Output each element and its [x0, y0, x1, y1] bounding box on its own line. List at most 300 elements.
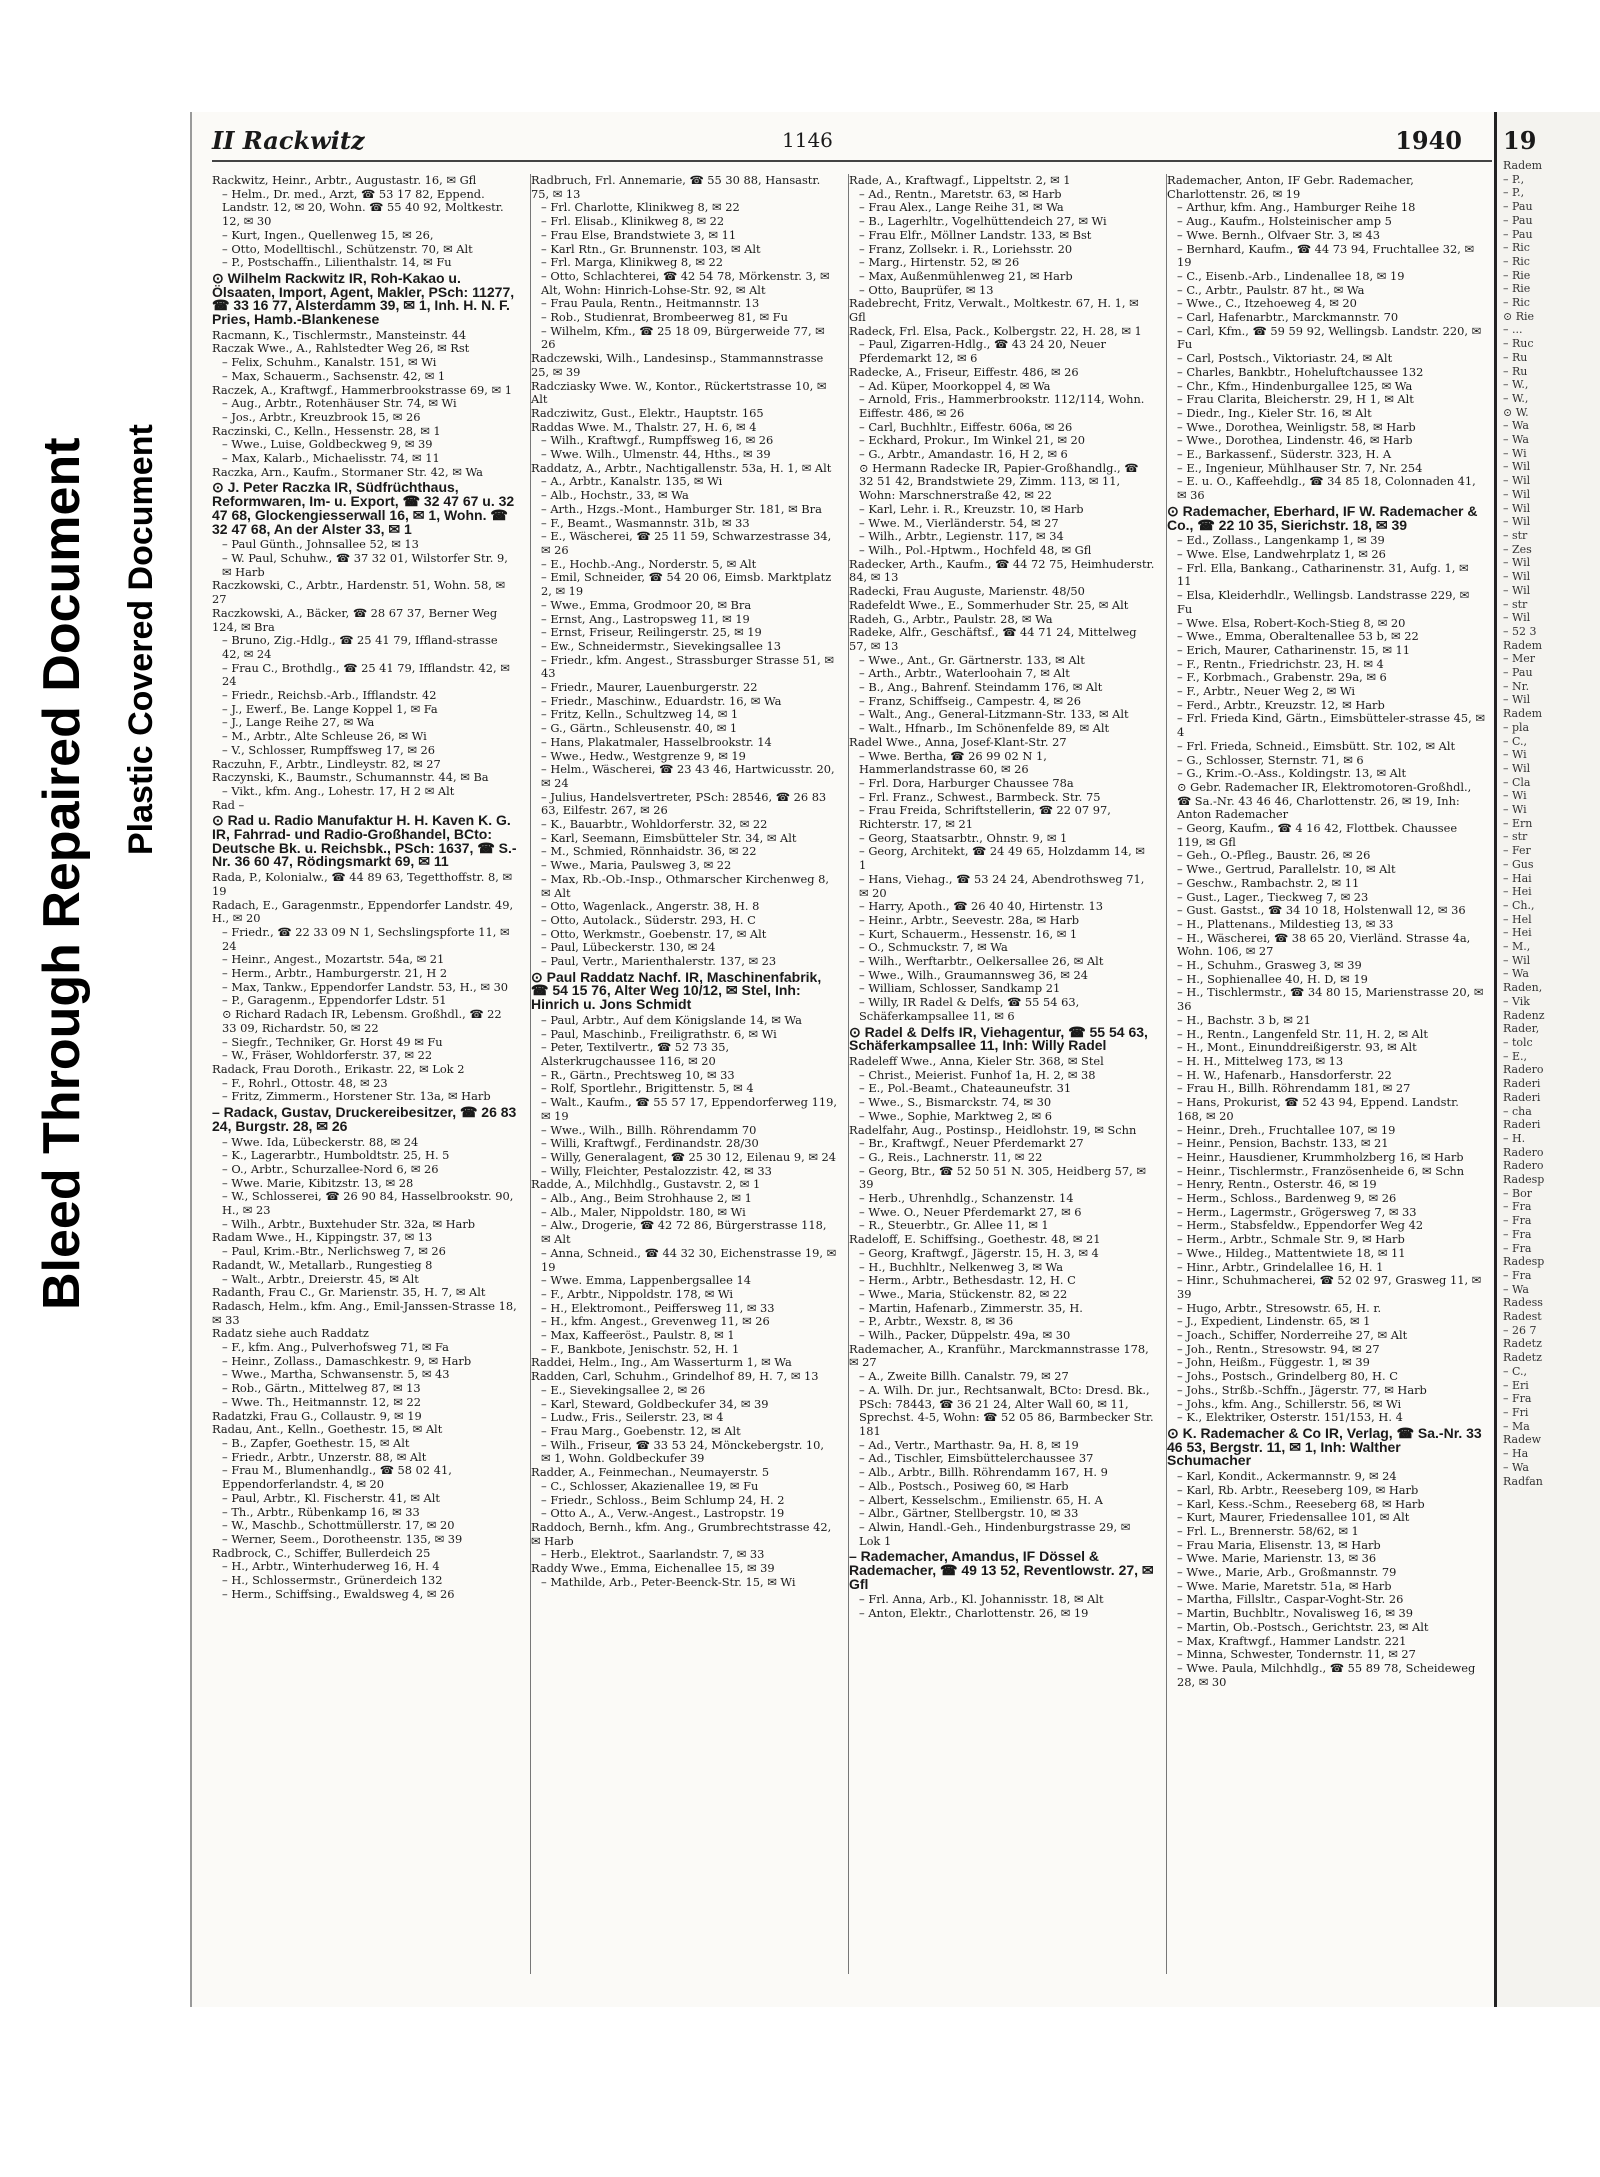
directory-entry: – Wwe., Dorothea, Weinligstr. 58, ✉ Harb: [1177, 419, 1416, 434]
directory-entry: – M., Schmied, Rönnhaidstr. 36, ✉ 22: [541, 844, 757, 859]
directory-entry: – G., Gärtn., Schleusenstr. 40, ✉ 1: [541, 721, 738, 736]
directory-entry: – Frau Alex., Lange Reihe 31, ✉ Wa: [859, 200, 1064, 215]
directory-entry: – Wwe. Ida, Lübeckerstr. 88, ✉ 24: [222, 1134, 419, 1149]
directory-entry: – Frl. Ella, Bankang., Catharinenstr. 31, Aufg. 1, ✉ 11: [1177, 560, 1469, 589]
directory-entry: – Aug., Arbtr., Rotenhäuser Str. 74, ✉ Wi: [222, 396, 457, 411]
directory-entry: – Felix, Schuhm., Kanalstr. 151, ✉ Wi: [222, 355, 437, 370]
directory-entry: – H., Rentn., Langenfeld Str. 11, H. 2, ✉ Alt: [1177, 1026, 1428, 1041]
directory-entry: – H., Wäscherei, ☎ 38 65 20, Vierländ. Strasse 4a, Wohn. 106, ✉ 27: [1177, 930, 1471, 959]
directory-entry: – Otto, Werkmstr., Goebenstr. 17, ✉ Alt: [541, 926, 767, 941]
directory-entry: – H., Elektromont., Peiffersweg 11, ✉ 33: [541, 1300, 775, 1315]
directory-entry: – Geschw., Rambachstr. 2, ✉ 11: [1177, 875, 1360, 890]
directory-entry: – Mathilde, Arb., Peter-Beenck-Str. 15, ✉ Wi: [541, 1574, 796, 1589]
column-4: [1166, 174, 1485, 1974]
directory-entry: – Wilh., Packer, Düppelstr. 49a, ✉ 30: [859, 1328, 1071, 1343]
directory-entry: – H., Arbtr., Winterhuderweg 16, H. 4: [222, 1559, 440, 1574]
adjacent-page-line: Rader,: [1503, 1022, 1540, 1036]
directory-entry: – Friedr., Schloss., Beim Schlump 24, H. 2: [541, 1492, 785, 1507]
directory-entry: – Frl. L., Brennerstr. 58/62, ✉ 1: [1177, 1523, 1359, 1538]
directory-entry: – Max, Kalarb., Michaelisstr. 74, ✉ 11: [222, 451, 440, 466]
directory-entry: Raddatz, A., Arbtr., Nachtigallenstr. 53a, H. 1, ✉ Alt: [531, 460, 832, 475]
directory-entry: – Karl, Steward, Goldbeckufer 34, ✉ 39: [541, 1396, 769, 1411]
directory-entry: – Arnold, Fris., Hammerbrookstr. 112/114, Wohn. Eiffestr. 486, ✉ 26: [859, 392, 1145, 420]
directory-entry: – Rob., Gärtn., Mittelweg 87, ✉ 13: [222, 1381, 421, 1396]
adjacent-page-line: – Fer: [1503, 844, 1531, 858]
directory-entry: – Aug., Kaufm., Holsteinischer amp 5: [1177, 214, 1392, 229]
directory-entry: – B., Zapfer, Goethestr. 15, ✉ Alt: [222, 1435, 410, 1450]
adjacent-page-line: Radem: [1503, 707, 1543, 721]
adjacent-page-line: – Hei: [1503, 926, 1532, 940]
scanned-directory-page: [190, 112, 1600, 2007]
directory-entry: – Gust., Lager., Tieckweg 7, ✉ 23: [1177, 889, 1369, 904]
directory-entry: – Kurt, Ingen., Quellenweg 15, ✉ 26,: [222, 227, 434, 242]
directory-entry: ⊙ Paul Raddatz Nachf. IR, Maschinenfabrik, ☎ 54 15 76, Alter Weg 10/12, ✉ Stel, Inh: Hinrich u. Jons Schmidt: [531, 968, 822, 1013]
directory-entry: – E., Hochb.-Ang., Norderstr. 5, ✉ Alt: [541, 556, 757, 571]
directory-entry: – Joach., Schiffer, Norderreihe 27, ✉ Alt: [1177, 1328, 1408, 1343]
directory-entry: – Heinr., Hausdiener, Krummholzberg 16, ✉ Harb: [1177, 1149, 1464, 1164]
adjacent-page-line: – Fra: [1503, 1214, 1532, 1228]
directory-entry: – Wwe. Bertha, ☎ 26 99 02 N 1, Hammerlandstrasse 60, ✉ 26: [859, 748, 1047, 777]
directory-entry: ⊙ Richard Radach IR, Lebensm. Großhdl., ☎ 22 33 09, Richardstr. 50, ✉ 22: [222, 1007, 502, 1035]
directory-entry: – H. H., Mittelweg 173, ✉ 13: [1177, 1054, 1344, 1068]
directory-entry: – Max, Außenmühlenweg 21, ✉ Harb: [859, 268, 1073, 283]
directory-entry: Rademacher, Anton, IF Gebr. Rademacher, Charlottenstr. 26, ✉ 19: [1167, 174, 1414, 201]
directory-entry: – Alb., Ang., Beim Strohhause 2, ✉ 1: [541, 1191, 752, 1206]
directory-entry: – Arth., Arbtr., Waterloohain 7, ✉ Alt: [859, 666, 1070, 681]
adjacent-page-lines: [1497, 159, 1600, 1488]
directory-entry: – Otto, Bauprüfer, ✉ 13: [859, 282, 994, 297]
directory-entry: – J., Lange Reihe 27, ✉ Wa: [222, 715, 375, 730]
directory-entry: – Otto, Modelltischl., Schützenstr. 70, ✉ Alt: [222, 241, 473, 256]
directory-entry: Raddoch, Bernh., kfm. Ang., Grumbrechtstrasse 42, ✉ Harb: [531, 1519, 832, 1548]
directory-entry: – Martin, Hafenarb., Zimmerstr. 35, H.: [859, 1300, 1083, 1315]
directory-entry: Raczinski, C., Kelln., Hessenstr. 28, ✉ 1: [212, 423, 441, 438]
directory-entry: – F., Rentn., Friedrichstr. 23, H. ✉ 4: [1177, 656, 1384, 671]
adjacent-page-line: Radenz: [1503, 1008, 1545, 1022]
directory-entry: – Karl, Seemann, Eimsbütteler Str. 34, ✉ Alt: [541, 830, 797, 845]
directory-entry: Radeck, Frl. Elsa, Pack., Kolbergstr. 22, H. 28, ✉ 1: [849, 323, 1142, 338]
directory-entry: – Carl, Postsch., Viktoriastr. 24, ✉ Alt: [1177, 351, 1393, 366]
adjacent-page-line: – E.,: [1503, 1049, 1528, 1063]
directory-entry: – Paul, Krim.-Btr., Nerlichsweg 7, ✉ 26: [222, 1244, 446, 1259]
column-3: [848, 174, 1155, 1974]
adjacent-page-line: – Wil: [1503, 611, 1531, 625]
adjacent-page-line: – Ma: [1503, 1419, 1530, 1433]
directory-entry: – John, Heißm., Függestr. 1, ✉ 39: [1177, 1355, 1370, 1370]
directory-entry: – V., Schlosser, Rumpffsweg 17, ✉ 26: [222, 742, 436, 757]
directory-entry: – Heinr., Pension, Bachstr. 133, ✉ 21: [1177, 1136, 1389, 1151]
directory-entry: – Ernst, Ang., Lastropsweg 11, ✉ 19: [541, 611, 750, 626]
directory-entry: – Alb., Hochstr., 33, ✉ Wa: [541, 488, 689, 503]
directory-entry: – Wwe. Else, Landwehrplatz 1, ✉ 26: [1177, 546, 1386, 561]
directory-entry: – Christ., Meierist. Funhof 1a, H. 2, ✉ 38: [859, 1067, 1096, 1082]
directory-entry: – Friedr., Maschinw., Eduardstr. 16, ✉ Wa: [541, 693, 782, 708]
directory-page: [202, 112, 1492, 2007]
directory-entry: – Helm., Dr. med., Arzt, ☎ 53 17 82, Eppend. Landstr. 12, ✉ 20, Wohn. ☎ 55 40 92, Moltkestr. 12, ✉ 30: [222, 186, 504, 229]
directory-entry: – Walt., Kaufm., ☎ 55 57 17, Eppendorferweg 119, ✉ 19: [541, 1095, 837, 1123]
directory-entry: – Wwe., Dorothea, Lindenstr. 46, ✉ Harb: [1177, 433, 1413, 448]
adjacent-page-line: – Pau: [1503, 227, 1533, 241]
directory-entry: – Alb., Postsch., Posiweg 60, ✉ Harb: [859, 1478, 1069, 1493]
stamp-bleed-through: Bleed Through: [33, 943, 91, 1310]
directory-entry: – H., Mont., Einunddreißigerstr. 93, ✉ Alt: [1177, 1040, 1417, 1055]
directory-entry: Raczak Wwe., A., Rahlstedter Weg 26, ✉ Rst: [212, 341, 470, 356]
directory-entry: – Willy, Fleichter, Pestalozzistr. 42, ✉ 33: [541, 1163, 772, 1178]
directory-entry: Raczkowski, C., Arbtr., Hardenstr. 51, Wohn. 58, ✉ 27: [212, 578, 506, 607]
directory-entry: – Wilh., Arbtr., Buxtehuder Str. 32a, ✉ Harb: [222, 1216, 476, 1231]
directory-entry: – Frau Freida, Schriftstellerin, ☎ 22 07 97, Richterstr. 17, ✉ 21: [859, 803, 1111, 832]
directory-entry: – Hinr., Schuhmacherei, ☎ 52 02 97, Grasweg 11, ✉ 39: [1177, 1273, 1482, 1301]
directory-entry: – Wwe., Emma, Oberaltenallee 53 b, ✉ 22: [1177, 629, 1419, 644]
directory-entry: – Ludw., Fris., Seilerstr. 23, ✉ 4: [541, 1410, 724, 1425]
adjacent-page-line: Radetz: [1503, 1337, 1542, 1351]
directory-entry: Rade, A., Kraftwagf., Lippeltstr. 2, ✉ 1: [849, 174, 1071, 187]
directory-entry: – H., Schuhm., Grasweg 3, ✉ 39: [1177, 958, 1362, 973]
directory-entry: – Paul, Arbtr., Auf dem Königslande 14, ✉ Wa: [541, 1012, 802, 1027]
adjacent-page-line: – 26 7: [1503, 1323, 1537, 1337]
directory-entry: ⊙ Rad u. Radio Manufaktur H. H. Kaven K. G. IR, Fahrrad- und Radio-Großhandel, BCto: Deutsche Bk. u. Reichsbk., PSch: 1637, ☎ S.-Nr. 36 60 47, Rödingsmarkt 69, ✉ 11: [212, 812, 517, 870]
directory-entry: – Frau Marg., Goebenstr. 12, ✉ Alt: [541, 1423, 741, 1438]
directory-entry: Radandt, W., Metallarb., Rungestieg 8: [212, 1257, 433, 1272]
adjacent-page-line: Radero: [1503, 1145, 1544, 1159]
directory-entry: – Anton, Elektr., Charlottenstr. 26, ✉ 19: [859, 1606, 1089, 1621]
directory-entry: – E., Wäscherei, ☎ 25 11 59, Schwarzestrasse 34, ✉ 26: [541, 529, 832, 557]
adjacent-page-line: – Fra: [1503, 1227, 1532, 1241]
adjacent-page-line: – M.,: [1503, 940, 1531, 954]
directory-entry: Rad –: [212, 797, 245, 812]
directory-entry: Radeke, Alfr., Geschäftsf., ☎ 44 71 24, Mittelweg 57, ✉ 13: [849, 625, 1137, 653]
directory-entry: ⊙ K. Rademacher & Co IR, Verlag, ☎ Sa.-Nr. 33 46 53, Bergstr. 11, ✉ 1, Inh: Walther Schumacher: [1167, 1424, 1482, 1469]
directory-entry: – G., Krim.-O.-Ass., Koldingstr. 13, ✉ Alt: [1177, 766, 1407, 781]
directory-entry: Radcziwitz, Gust., Elektr., Hauptstr. 165: [531, 405, 764, 420]
directory-entry: – Otto, Autolack., Süderstr. 293, H. C: [541, 912, 756, 927]
directory-entry: Radczewski, Wilh., Landesinsp., Stammannstrasse 25, ✉ 39: [531, 351, 824, 379]
directory-entry: – Willy, IR Radel & Delfs, ☎ 55 54 63, Schäferkampsallee 11, ✉ 6: [859, 995, 1080, 1023]
directory-entry: – Otto, Schlachterei, ☎ 42 54 78, Mörkenstr. 3, ✉ Alt, Wohn: Hinrich-Lohse-Str. 92, ✉ Alt: [541, 268, 830, 297]
directory-entry: ⊙ Hermann Radecke IR, Papier-Großhandlg., ☎ 32 51 42, Brandstwiete 29, Zimm. 113, ✉ 11, Wohn: Marschnerstraße 42, ✉ 22: [859, 460, 1139, 503]
directory-entry: ⊙ Rademacher, Eberhard, IF W. Rademacher & Co., ☎ 22 10 35, Sierichstr. 18, ✉ 39: [1167, 502, 1478, 533]
directory-entry: – C., Schlosser, Akazienallee 19, ✉ Fu: [541, 1478, 759, 1493]
directory-entry: – Albert, Kesselschm., Emilienstr. 65, H. A: [859, 1492, 1103, 1507]
directory-entry: – Helm., Wäscherei, ☎ 23 43 46, Hartwicusstr. 20, ✉ 24: [541, 762, 835, 790]
adjacent-page-line: Radetz: [1503, 1351, 1542, 1365]
directory-entry: Radel Wwe., Anna, Josef-Klant-Str. 27: [849, 734, 1067, 749]
directory-entry: Raddei, Helm., Ing., Am Wasserturm 1, ✉ Wa: [531, 1355, 792, 1370]
directory-entry: – Wwe. Emma, Lappenbergsallee 14: [541, 1273, 752, 1288]
directory-entry: – Herb., Uhrenhdlg., Schanzenstr. 14: [859, 1191, 1074, 1206]
directory-entry: Radecke, A., Friseur, Eiffestr. 486, ✉ 26: [849, 364, 1079, 379]
directory-entry: – Wwe. Marie, Kibitzstr. 13, ✉ 28: [222, 1175, 414, 1190]
adjacent-page-line: Radesp: [1503, 1173, 1545, 1187]
adjacent-page-line: – C.,: [1503, 1364, 1528, 1378]
directory-entry: – Henry, Rentn., Osterstr. 46, ✉ 19: [1177, 1177, 1377, 1192]
directory-entry: – Max, Kraftwgf., Hammer Landstr. 221: [1177, 1633, 1407, 1648]
directory-entry: – Herm., Lagermstr., Grögersweg 7, ✉ 33: [1177, 1204, 1417, 1219]
directory-entry: – Gust. Gastst., ☎ 34 10 18, Holstenwall 12, ✉ 36: [1177, 903, 1466, 918]
directory-entry: – Anna, Schneid., ☎ 44 32 30, Eichenstrasse 19, ✉ 19: [541, 1245, 837, 1274]
directory-entry: – Frl. Frieda Kind, Gärtn., Eimsbütteler-strasse 45, ✉ 4: [1177, 711, 1485, 740]
adjacent-page-line: Radest: [1503, 1310, 1542, 1324]
directory-entry: – Georg, Architekt, ☎ 24 49 65, Holzdamm 14, ✉ 1: [859, 844, 1145, 873]
adjacent-page-line: Raden,: [1503, 981, 1543, 995]
directory-entry: – Karl Rtn., Gr. Brunnenstr. 103, ✉ Alt: [541, 241, 761, 256]
adjacent-page-line: – Ru: [1503, 364, 1528, 378]
adjacent-page-line: – ...: [1503, 323, 1523, 337]
directory-entry: – R., Steuerbtr., Gr. Allee 11, ✉ 1: [859, 1218, 1049, 1233]
adjacent-page-line: – P.,: [1503, 172, 1525, 186]
directory-entry: – Otto A., A., Verw.-Angest., Lastropstr. 19: [541, 1506, 785, 1521]
directory-entry: – Wilh., Arbtr., Legienstr. 117, ✉ 34: [859, 529, 1064, 544]
adjacent-page-line: – Ha: [1503, 1447, 1529, 1461]
adjacent-page-line: – Wi: [1503, 803, 1527, 817]
directory-entry: Radecker, Arth., Kaufm., ☎ 44 72 75, Heimhuderstr. 84, ✉ 13: [849, 556, 1155, 585]
directory-entry: – Carl, Hafenarbtr., Marckmannstr. 70: [1177, 310, 1399, 325]
directory-entry: – F., Korbmach., Grabenstr. 29a, ✉ 6: [1177, 670, 1387, 685]
directory-entry: – Frl. Frieda, Schneid., Eimsbütt. Str. 102, ✉ Alt: [1177, 738, 1456, 753]
directory-entry: – Th., Arbtr., Rübenkamp 16, ✉ 33: [222, 1504, 420, 1519]
directory-entry: – Friedr., ☎ 22 33 09 N 1, Sechslingspforte 11, ✉ 24: [222, 924, 510, 953]
directory-entry: – Wilh., Friseur, ☎ 33 53 24, Mönckebergstr. 10, ✉ 1, Wohn. Goldbeckufer 39: [541, 1437, 825, 1466]
adjacent-page-line: – Rie: [1503, 282, 1531, 296]
directory-entry: – Frl. Dora, Harburger Chaussee 78a: [859, 775, 1074, 790]
directory-entry: – Frl. Elisab., Klinikweg 8, ✉ 22: [541, 214, 725, 229]
directory-entry: – Walt., Ang., General-Litzmann-Str. 133, ✉ Alt: [859, 707, 1129, 722]
directory-entry: – H., Schlossermstr., Grünerdeich 132: [222, 1573, 443, 1588]
directory-entry: – Jos., Arbtr., Kreuzbrook 15, ✉ 26: [222, 409, 421, 424]
adjacent-page-line: – Pau: [1503, 200, 1533, 214]
adjacent-page-line: – pla: [1503, 720, 1530, 734]
directory-entry: – Paul, Lübeckerstr. 130, ✉ 24: [541, 940, 716, 955]
directory-entry: – Friedr., Arbtr., Unzerstr. 88, ✉ Alt: [222, 1449, 427, 1464]
directory-entry: – F., Beamt., Wasmannstr. 31b, ✉ 33: [541, 515, 750, 530]
directory-entry: Raczuhn, F., Arbtr., Lindleystr. 82, ✉ 27: [212, 756, 441, 771]
directory-entry: – Wwe., Wilh., Billh. Röhrendamm 70: [541, 1122, 757, 1137]
adjacent-page-line: – W.,: [1503, 378, 1529, 392]
directory-entry: – Max, Tankw., Eppendorfer Landstr. 53, H., ✉ 30: [222, 979, 509, 994]
adjacent-page-line: – Nr.: [1503, 679, 1530, 693]
directory-entry: Radde, A., Milchhdlg., Gustavstr. 2, ✉ 1: [531, 1177, 761, 1192]
directory-entry: Raczek, A., Kraftwgf., Hammerbrookstrasse 69, ✉ 1: [212, 382, 512, 397]
directory-entry: – Wwe. Wilh., Ulmenstr. 44, Hths., ✉ 39: [541, 447, 771, 462]
adjacent-page-line: – Gus: [1503, 857, 1534, 871]
directory-entry: – Georg, Btr., ☎ 52 50 51 N. 305, Heidberg 57, ✉ 39: [859, 1163, 1146, 1192]
directory-entry: – Ad., Rentn., Maretstr. 63, ✉ Harb: [859, 186, 1062, 201]
directory-entry: – Paul Günth., Johnsallee 52, ✉ 13: [222, 537, 419, 552]
directory-entry: Radasch, Helm., kfm. Ang., Emil-Janssen-Strasse 18, ✉ 33: [212, 1298, 517, 1327]
directory-entry: – Marg., Hirtenstr. 52, ✉ 26: [859, 255, 1020, 270]
directory-entry: – Ad. Küper, Moorkoppel 4, ✉ Wa: [859, 378, 1051, 393]
directory-entry: – E., Barkassenf., Süderstr. 323, H. A: [1177, 447, 1392, 462]
adjacent-page-line: – Rie: [1503, 268, 1531, 282]
directory-entry: – W. Paul, Schuhw., ☎ 37 32 01, Wilstorfer Str. 9, ✉ Harb: [222, 550, 508, 579]
adjacent-page-line: – Wa: [1503, 1460, 1529, 1474]
directory-entry: – Martin, Buchbltr., Novalisweg 16, ✉ 39: [1177, 1606, 1413, 1621]
directory-entry: – Kurt, Schauerm., Hessenstr. 16, ✉ 1: [859, 926, 1078, 941]
directory-entry: Radanth, Frau C., Gr. Marienstr. 35, H. 7, ✉ Alt: [212, 1285, 486, 1300]
directory-entry: – E., Pol.-Beamt., Chateauneufstr. 31: [859, 1081, 1072, 1096]
directory-entry: – Ferd., Arbtr., Kreuzstr. 12, ✉ Harb: [1177, 697, 1385, 712]
adjacent-page-line: Radesp: [1503, 1255, 1545, 1269]
directory-entry: – Bruno, Zig.-Hdlg., ☎ 25 41 79, Iffland-strasse 42, ✉ 24: [222, 633, 498, 661]
directory-entry: – E., Ingenieur, Mühlhauser Str. 7, Nr. 254: [1177, 460, 1423, 475]
directory-entry: – Karl, Lehr. i. R., Kreuzstr. 10, ✉ Harb: [859, 501, 1084, 516]
directory-entry: – Emil, Schneider, ☎ 54 20 06, Eimsb. Marktplatz 2, ✉ 19: [541, 570, 832, 599]
directory-entry: – Frau Paula, Rentn., Heitmannstr. 13: [541, 296, 760, 311]
adjacent-page-line: – Wil: [1503, 761, 1531, 775]
directory-entry: – M., Arbtr., Alte Schleuse 26, ✉ Wi: [222, 729, 427, 744]
adjacent-page-line: – Ric: [1503, 296, 1530, 310]
directory-entry: – H. W., Hafenarb., Hansdorferstr. 22: [1177, 1067, 1392, 1082]
directory-entry: – Paul, Arbtr., Kl. Fischerstr. 41, ✉ Alt: [222, 1490, 440, 1505]
directory-entry: – Herb., Elektrot., Saarlandstr. 7, ✉ 33: [541, 1547, 765, 1562]
directory-entry: – Walt., Hfnarb., Im Schönenfelde 89, ✉ Alt: [859, 721, 1110, 736]
directory-entry: Rada, P., Kolonialw., ☎ 44 89 63, Tegetthoffstr. 8, ✉ 19: [212, 870, 512, 898]
adjacent-page-line: – Cla: [1503, 775, 1531, 789]
directory-entry: – Wwe. Paula, Milchhdlg., ☎ 55 89 78, Scheideweg 28, ✉ 30: [1177, 1660, 1476, 1689]
directory-entry: – Diedr., Ing., Kieler Str. 16, ✉ Alt: [1177, 405, 1372, 420]
directory-entry: – Rademacher, Amandus, IF Dössel & Rademacher, ☎ 49 13 52, Reventlowstr. 27, ✉ Gfl: [849, 1548, 1154, 1592]
adjacent-page-line: Radew: [1503, 1433, 1542, 1447]
directory-entry: – Herm., Arbtr., Bethesdastr. 12, H. C: [859, 1273, 1076, 1288]
directory-entry: – Wwe., Sophie, Marktweg 2, ✉ 6: [859, 1108, 1052, 1123]
directory-entry: – Frl. Charlotte, Klinikweg 8, ✉ 22: [541, 200, 740, 215]
directory-entry: – Hans, Viehag., ☎ 53 24 24, Abendrothsweg 71, ✉ 20: [859, 871, 1145, 900]
directory-entry: – Wwe., Martha, Schwansenstr. 5, ✉ 43: [222, 1367, 450, 1382]
directory-entry: Raddas Wwe. M., Thalstr. 27, H. 6, ✉ 4: [531, 419, 757, 434]
adjacent-page-line: Radfan: [1503, 1474, 1543, 1488]
directory-entry: – Max, Kaffeeröst., Paulstr. 8, ✉ 1: [541, 1328, 735, 1343]
directory-entry: Radeleff Wwe., Anna, Kieler Str. 368, ✉ Stel: [849, 1054, 1104, 1068]
adjacent-page-line: Radem: [1503, 638, 1543, 652]
page-header: [212, 126, 1492, 162]
bleed-through-stamp: [32, 437, 92, 1310]
directory-entry: Rackwitz, Heinr., Arbtr., Augustastr. 16, ✉ Gfl: [212, 174, 477, 187]
directory-entry: – Franz, Zollsekr. i. R., Loriehsstr. 20: [859, 241, 1073, 256]
directory-entry: – W., Schlosserei, ☎ 26 90 84, Hasselbrookstr. 90, H., ✉ 23: [222, 1189, 514, 1218]
directory-entry: – H., Sophienallee 40, H. D, ✉ 19: [1177, 971, 1368, 986]
directory-entry: – Wwe., Wilh., Graumannsweg 36, ✉ 24: [859, 967, 1088, 982]
directory-entry: Radder, A., Feinmechan., Neumayerstr. 5: [531, 1465, 770, 1480]
adjacent-page-line: Radem: [1503, 159, 1543, 172]
directory-entry: – Albr., Gärtner, Stellbergstr. 10, ✉ 33: [859, 1506, 1079, 1521]
directory-entry: – Ad., Vertr., Marthastr. 9a, H. 8, ✉ 19: [859, 1437, 1079, 1452]
adjacent-page-line: – W.,: [1503, 391, 1529, 405]
adjacent-page-line: – Wil: [1503, 474, 1531, 488]
directory-entry: – Wwe., Marie, Arb., Großmannstr. 79: [1177, 1565, 1397, 1580]
column-1: [212, 174, 518, 1974]
directory-entry: – Minna, Schwester, Tondernstr. 11, ✉ 27: [1177, 1647, 1416, 1662]
directory-entry: – F., Bankbote, Jenischstr. 52, H. 1: [541, 1341, 740, 1356]
adjacent-page-line: – Wil: [1503, 501, 1531, 515]
directory-entry: – E. u. O., Kaffeehdlg., ☎ 34 85 18, Colonnaden 41, ✉ 36: [1177, 474, 1476, 503]
directory-entry: – Wwe. M., Vierländerstr. 54, ✉ 27: [859, 515, 1059, 530]
adjacent-page-line: – Ru: [1503, 350, 1528, 364]
directory-entry: – Frau Maria, Elisenstr. 13, ✉ Harb: [1177, 1537, 1381, 1552]
adjacent-page-line: – Wil: [1503, 583, 1531, 597]
directory-entry: – B., Ang., Bahrenf. Steindamm 176, ✉ Alt: [859, 680, 1103, 695]
directory-entry: – Rob., Studienrat, Brombeerweg 81, ✉ Fu: [541, 310, 788, 325]
directory-entry: – H., Tischlermstr., ☎ 34 80 15, Marienstrasse 20, ✉ 36: [1177, 985, 1484, 1014]
directory-entry: – Frl. Anna, Arb., Kl. Johannisstr. 18, ✉ Alt: [859, 1592, 1104, 1607]
directory-entry: – Georg, Staatsarbtr., Ohnstr. 9, ✉ 1: [859, 830, 1068, 845]
directory-entry: – Frau M., Blumenhandlg., ☎ 58 02 41, Eppendorferlandstr. 4, ✉ 20: [222, 1463, 452, 1492]
directory-entry: – H., Bachstr. 3 b, ✉ 21: [1177, 1012, 1311, 1027]
directory-entry: Radefeldt Wwe., E., Sommerhuder Str. 25, ✉ Alt: [849, 597, 1129, 612]
directory-entry: – Hugo, Arbtr., Stresowstr. 65, H. r.: [1177, 1300, 1382, 1315]
directory-entry: – G., Reis., Lachnerstr. 11, ✉ 22: [859, 1149, 1043, 1164]
directory-entry: – Geh., O.-Pfleg., Baustr. 26, ✉ 26: [1177, 848, 1371, 863]
adjacent-page-line: – Eri: [1503, 1378, 1529, 1392]
directory-entry: – A. Wilh. Dr. jur., Rechtsanwalt, BCto: Dresd. Bk., PSch: 78443, ☎ 36 21 24, Alter Wall 60, ✉ 11, Sprechst. 4-5, Wohn: ☎ 52 05 86, Barmbecker Str. 181: [859, 1382, 1154, 1438]
directory-entry: – Ew., Schneidermstr., Sievekingsallee 13: [541, 638, 781, 653]
directory-entry: – R., Gärtn., Prechtsweg 10, ✉ 33: [541, 1067, 735, 1082]
directory-entry: – W., Maschb., Schottmüllerstr. 17, ✉ 20: [222, 1518, 455, 1533]
directory-entry: – Max, Rb.-Ob.-Insp., Othmarscher Kirchenweg 8, ✉ Alt: [541, 871, 830, 900]
directory-entry: – Wwe., Maria, Stückenstr. 82, ✉ 22: [859, 1286, 1068, 1301]
directory-entry: – C., Eisenb.-Arb., Lindenallee 18, ✉ 19: [1177, 268, 1405, 283]
directory-entry: – Frau C., Brothdlg., ☎ 25 41 79, Ifflandstr. 42, ✉ 24: [222, 660, 510, 689]
directory-entry: – Alb., Maler, Nippoldstr. 180, ✉ Wi: [541, 1204, 746, 1219]
stamp-repaired: Repaired Document: [33, 437, 91, 929]
adjacent-page-edge: [1494, 112, 1600, 2007]
directory-entry: – Arthur, kfm. Ang., Hamburger Reihe 18: [1177, 200, 1416, 215]
directory-entry: – Herm., Schloss., Bardenweg 9, ✉ 26: [1177, 1191, 1397, 1206]
directory-entry: – Wwe., Hedw., Westgrenze 9, ✉ 19: [541, 748, 746, 763]
adjacent-page-line: – Bor: [1503, 1186, 1532, 1200]
directory-entry: – A., Arbtr., Kanalstr. 135, ✉ Wi: [541, 474, 723, 489]
directory-entry: – W., Fräser, Wohldorferstr. 37, ✉ 22: [222, 1048, 433, 1063]
page-header-section: II Rackwitz: [212, 126, 365, 155]
adjacent-page-line: Raderi: [1503, 1090, 1541, 1104]
directory-entry: – Wwe., Maria, Paulsweg 3, ✉ 22: [541, 858, 732, 873]
directory-entry: – Wwe., C., Itzehoeweg 4, ✉ 20: [1177, 296, 1357, 311]
adjacent-page-line: – Fra: [1503, 1241, 1532, 1255]
directory-entry: – Hans, Plakatmaler, Hasselbrookstr. 14: [541, 734, 772, 749]
directory-entry: – Frl. Marga, Klinikweg 8, ✉ 22: [541, 255, 723, 270]
directory-entry: – J., Ewerf., Be. Lange Koppel 1, ✉ Fa: [222, 701, 438, 716]
adjacent-page-line: – Ric: [1503, 254, 1530, 268]
directory-entry: – H., kfm. Angest., Grevenweg 11, ✉ 26: [541, 1314, 770, 1329]
directory-entry: – Heinr., Dreh., Fruchtallee 107, ✉ 19: [1177, 1122, 1396, 1137]
directory-entry: – Harry, Apoth., ☎ 26 40 40, Hirtenstr. 13: [859, 899, 1104, 914]
directory-entry: – H., Buchhltr., Nelkenweg 3, ✉ Wa: [859, 1259, 1064, 1274]
directory-entry: – Wwe. Th., Heitmannstr. 12, ✉ 22: [222, 1394, 421, 1409]
directory-entry: Radam Wwe., H., Kippingstr. 37, ✉ 13: [212, 1230, 433, 1245]
directory-entry: – P., Garagenm., Eppendorfer Ldstr. 51: [222, 993, 447, 1008]
adjacent-page-line: – Wa: [1503, 419, 1529, 433]
directory-entry: – B., Lagerhltr., Vogelhüttendeich 27, ✉ Wi: [859, 214, 1107, 229]
directory-entry: – Ad., Tischler, Eimsbüttelerchaussee 37: [859, 1451, 1094, 1466]
directory-entry: – Max, Schauerm., Sachsenstr. 42, ✉ 1: [222, 368, 446, 383]
directory-entry: – Alwin, Handl.-Geh., Hindenburgstrasse 29, ✉ Lok 1: [859, 1519, 1131, 1548]
adjacent-page-line: Radess: [1503, 1296, 1543, 1310]
directory-entry: ⊙ Wilhelm Rackwitz IR, Roh-Kakao u. Ölsaaten, Import, Agent, Makler, PSch: 11277, ☎ 33 16 77, Alsterdamm 39, ✉ 1, Inh. H. N. F. Pries, Hamb.-Blankenese: [212, 269, 515, 328]
directory-entry: Radach, E., Garagenmstr., Eppendorfer Landstr. 49, H., ✉ 20: [212, 897, 514, 926]
directory-entry: – Herm., Arbtr., Hamburgerstr. 21, H 2: [222, 966, 448, 981]
directory-entry: – Georg, Kaufm., ☎ 4 16 42, Flottbek. Chaussee 119, ✉ Gfl: [1177, 821, 1458, 849]
directory-entry: – Herm., Schiffsing., Ewaldsweg 4, ✉ 26: [222, 1586, 455, 1601]
directory-entry: – Frau Else, Brandstwiete 3, ✉ 11: [541, 227, 737, 242]
directory-entry: – Peter, Textilvertr., ☎ 52 73 35, Alsterkrugchaussee 116, ✉ 20: [541, 1040, 730, 1068]
adjacent-page-line: – Vik: [1503, 994, 1530, 1008]
adjacent-page-line: – Fri: [1503, 1405, 1529, 1419]
directory-entry: – O., Arbtr., Schurzallee-Nord 6, ✉ 26: [222, 1161, 439, 1176]
directory-entry: – K., Elektriker, Osterstr. 151/153, H. 4: [1177, 1410, 1403, 1425]
adjacent-page-line: Raderi: [1503, 1077, 1541, 1091]
directory-entry: Radcziasky Wwe. W., Kontor., Rückertstrasse 10, ✉ Alt: [531, 378, 827, 407]
directory-entry: Radebrecht, Fritz, Verwalt., Moltkestr. 67, H. 1, ✉ Gfl: [849, 296, 1139, 325]
adjacent-page-line: – Zes: [1503, 542, 1532, 556]
